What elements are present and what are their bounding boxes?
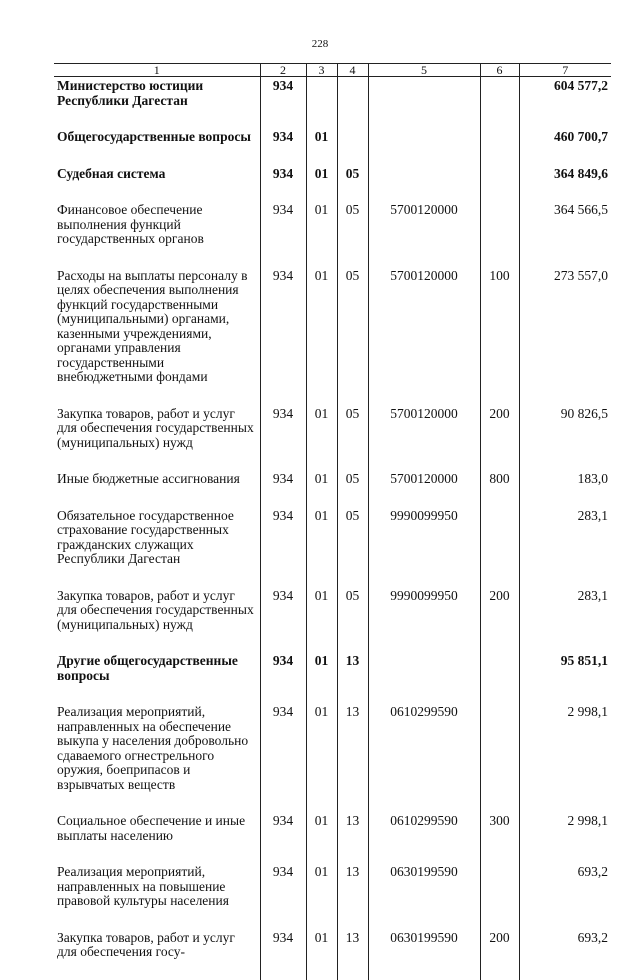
row-value-cell: 2 998,1 <box>519 703 611 812</box>
table-row <box>54 77 611 129</box>
table-row <box>54 507 611 587</box>
page-number: 228 <box>311 38 329 50</box>
row-value-cell: 13 <box>337 863 368 929</box>
header-cell: 1 <box>54 64 260 77</box>
row-value-cell: 05 <box>337 470 368 507</box>
row-value-cell <box>480 165 519 202</box>
row-value-cell: 01 <box>306 201 337 267</box>
row-value-cell: 934 <box>260 652 306 703</box>
row-value-cell: 283,1 <box>519 507 611 587</box>
header-cell: 3 <box>306 64 337 77</box>
row-value-cell: 934 <box>260 405 306 471</box>
row-value-cell: 364 849,6 <box>519 165 611 202</box>
row-value-cell: 0630199590 <box>368 863 480 929</box>
table-row <box>54 703 611 812</box>
row-value-cell: 01 <box>306 812 337 863</box>
row-value-cell: 01 <box>306 405 337 471</box>
row-label-cell: Социальное обеспечение и иные выплаты населению <box>57 813 246 843</box>
row-value-cell: 934 <box>260 812 306 863</box>
row-value-cell: 934 <box>260 703 306 812</box>
row-value-cell: 0610299590 <box>368 703 480 812</box>
row-label-cell: Реализация мероприятий, направленных на повышение правовой культуры населения <box>57 864 229 908</box>
row-value-cell: 934 <box>260 165 306 202</box>
row-value-cell <box>368 165 480 202</box>
table-row <box>54 405 611 471</box>
row-label-cell: Иные бюджетные ассигнования <box>57 471 240 486</box>
row-label-cell: Реализация мероприятий, направленных на обеспечение выкупа у населения добровольно сдаваемого огнестрельного оружия, боеприпасов и взрывчатых веществ <box>57 704 249 792</box>
header-row <box>54 64 611 77</box>
row-value-cell: 100 <box>480 267 519 405</box>
row-value-cell: 934 <box>260 201 306 267</box>
row-value-cell <box>480 201 519 267</box>
row-value-cell: 693,2 <box>519 929 611 980</box>
row-label-cell: Расходы на выплаты персоналу в целях обеспечения выполнения функций государственными (муниципальными) органами, казенными учреждениями, органами управления государственными внебюджетными фондами <box>57 267 248 384</box>
row-value-cell: 460 700,7 <box>519 128 611 165</box>
header-cell: 2 <box>260 64 306 77</box>
row-value-cell: 01 <box>306 128 337 165</box>
row-value-cell: 01 <box>306 267 337 405</box>
row-value-cell <box>480 652 519 703</box>
header-cell: 4 <box>337 64 368 77</box>
row-label-cell: Финансовое обеспечение выполнения функций государственных органов <box>57 202 204 246</box>
row-value-cell: 934 <box>260 507 306 587</box>
row-label-cell: Закупка товаров, работ и услуг для обеспечения госу- <box>57 929 235 959</box>
row-value-cell <box>337 77 368 129</box>
row-label-cell: Судебная система <box>57 165 166 181</box>
row-value-cell: 01 <box>306 652 337 703</box>
row-value-cell: 13 <box>337 812 368 863</box>
row-value-cell: 934 <box>260 128 306 165</box>
row-value-cell: 90 826,5 <box>519 405 611 471</box>
row-value-cell <box>306 77 337 129</box>
row-value-cell <box>480 128 519 165</box>
row-value-cell: 5700120000 <box>368 405 480 471</box>
row-value-cell: 13 <box>337 929 368 980</box>
row-value-cell: 364 566,5 <box>519 201 611 267</box>
row-label-cell: Закупка товаров, работ и услуг для обеспечения государственных (муниципальных) нужд <box>57 405 254 450</box>
row-label-cell: Обязательное государственное страхование государственных гражданских служащих Республики Дагестан <box>57 507 234 566</box>
row-value-cell: 200 <box>480 587 519 653</box>
row-value-cell: 01 <box>306 863 337 929</box>
row-value-cell: 934 <box>260 267 306 405</box>
row-value-cell: 5700120000 <box>368 267 480 405</box>
row-value-cell <box>480 77 519 129</box>
row-value-cell: 9990099950 <box>368 507 480 587</box>
row-value-cell: 5700120000 <box>368 470 480 507</box>
table-row <box>54 587 611 653</box>
row-value-cell: 934 <box>260 470 306 507</box>
row-value-cell: 934 <box>260 587 306 653</box>
row-value-cell: 05 <box>337 587 368 653</box>
row-value-cell: 05 <box>337 267 368 405</box>
table-row <box>54 470 611 507</box>
row-value-cell: 95 851,1 <box>519 652 611 703</box>
row-value-cell <box>480 863 519 929</box>
table-row <box>54 201 611 267</box>
row-value-cell: 283,1 <box>519 587 611 653</box>
row-value-cell: 693,2 <box>519 863 611 929</box>
header-cell: 7 <box>519 64 611 77</box>
row-value-cell <box>480 507 519 587</box>
table-row <box>54 267 611 405</box>
row-label-cell: Закупка товаров, работ и услуг для обеспечения государственных (муниципальных) нужд <box>57 587 254 632</box>
row-value-cell: 9990099950 <box>368 587 480 653</box>
row-value-cell: 200 <box>480 929 519 980</box>
row-value-cell: 934 <box>260 929 306 980</box>
row-value-cell: 604 577,2 <box>519 77 611 129</box>
budget-table <box>54 63 611 980</box>
row-value-cell: 800 <box>480 470 519 507</box>
row-value-cell: 01 <box>306 703 337 812</box>
table-row <box>54 863 611 929</box>
row-value-cell <box>368 652 480 703</box>
row-value-cell: 05 <box>337 405 368 471</box>
row-value-cell: 934 <box>260 77 306 129</box>
row-value-cell: 934 <box>260 863 306 929</box>
row-value-cell: 5700120000 <box>368 201 480 267</box>
table-row <box>54 812 611 863</box>
row-value-cell: 01 <box>306 470 337 507</box>
row-value-cell: 273 557,0 <box>519 267 611 405</box>
row-value-cell: 01 <box>306 587 337 653</box>
row-label-cell: Министерство юстиции Республики Дагестан <box>57 78 204 108</box>
row-value-cell: 01 <box>306 507 337 587</box>
row-value-cell: 183,0 <box>519 470 611 507</box>
row-value-cell <box>337 128 368 165</box>
row-value-cell: 0630199590 <box>368 929 480 980</box>
row-value-cell: 05 <box>337 165 368 202</box>
table-row <box>54 128 611 165</box>
header-cell: 5 <box>368 64 480 77</box>
row-value-cell: 13 <box>337 652 368 703</box>
row-value-cell: 05 <box>337 507 368 587</box>
row-value-cell <box>368 77 480 129</box>
header-cell: 6 <box>480 64 519 77</box>
table-row <box>54 652 611 703</box>
row-value-cell: 01 <box>306 929 337 980</box>
row-value-cell <box>368 128 480 165</box>
row-value-cell: 01 <box>306 165 337 202</box>
row-value-cell: 2 998,1 <box>519 812 611 863</box>
row-value-cell: 13 <box>337 703 368 812</box>
row-value-cell: 300 <box>480 812 519 863</box>
row-value-cell <box>480 703 519 812</box>
row-label-cell: Другие общегосударственные вопросы <box>57 653 238 683</box>
row-value-cell: 200 <box>480 405 519 471</box>
row-value-cell: 0610299590 <box>368 812 480 863</box>
row-label-cell: Общегосударственные вопросы <box>57 129 251 144</box>
table-row <box>54 929 611 980</box>
row-value-cell: 05 <box>337 201 368 267</box>
table-row <box>54 165 611 202</box>
